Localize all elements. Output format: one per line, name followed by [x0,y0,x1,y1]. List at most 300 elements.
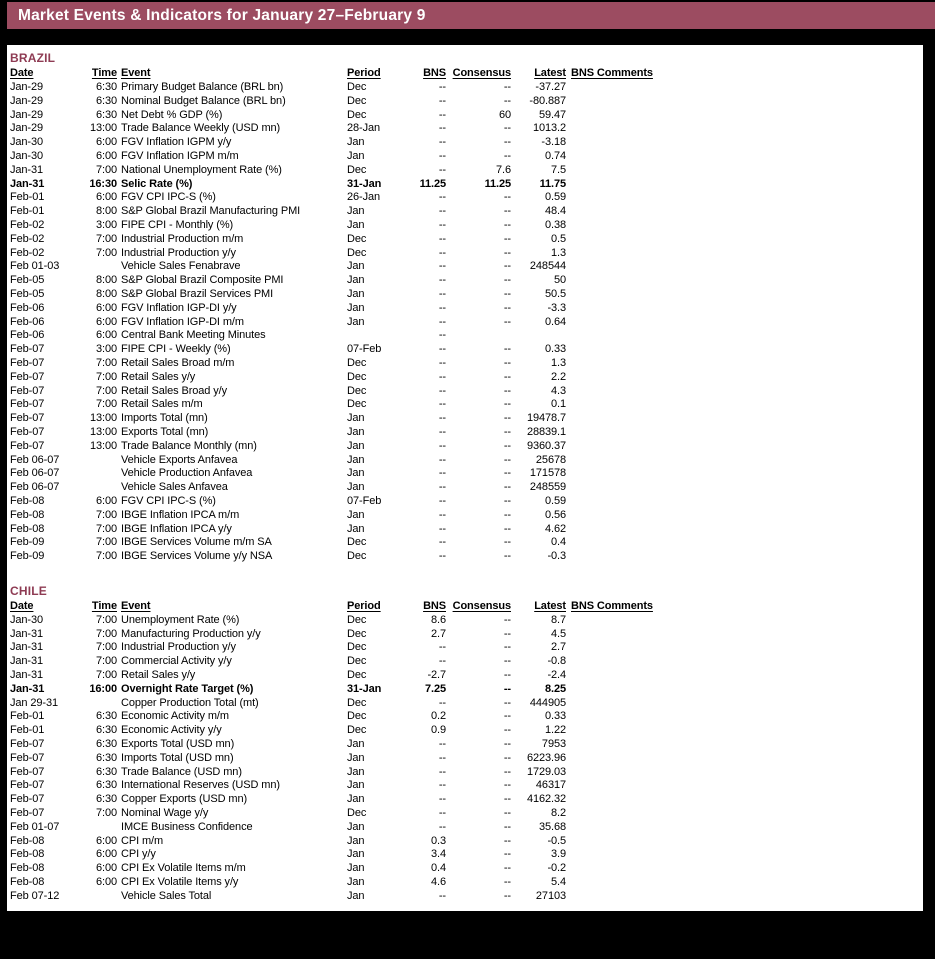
cell-period: 07-Feb [347,494,382,507]
cell-period: Jan [347,425,365,438]
cell-date: Feb-07 [10,765,45,778]
table-row [10,440,923,454]
cell-period: Dec [347,669,367,682]
column-header-filler [658,66,923,81]
cell-period: Jan [347,481,365,494]
cell-event: Primary Budget Balance (BRL bn) [121,81,284,93]
cell-comments [566,440,658,454]
cell-period: Jan [347,467,365,480]
cell-consensus: -- [503,862,511,875]
cell-bns: -- [438,779,446,792]
cell-comments [566,233,658,247]
cell-bns: -- [438,738,446,751]
column-header-event: Event [121,599,151,612]
cell-time [79,821,117,835]
cell-event: Net Debt % GDP (%) [121,108,223,121]
cell-period [346,329,406,343]
cell-comments [566,793,658,807]
cell-event: Industrial Production y/y [121,641,236,654]
cell-consensus: -- [503,191,511,204]
cell-event: CPI Ex Volatile Items y/y [121,876,239,889]
cell-comments [566,122,658,136]
cell-date: Feb 01-07 [10,820,60,833]
cell-bns: -- [438,191,446,204]
table-header-chile [10,599,923,614]
column-header-bns: BNS [423,599,446,612]
table-row [10,683,923,697]
cell-date: Jan-31 [10,655,44,668]
cell-event: Vehicle Exports Anfavea [121,453,238,466]
cell-date: Jan-31 [10,669,44,682]
cell-latest: 50.5 [544,287,566,300]
table-row [10,793,923,807]
cell-latest: 171578 [529,467,566,480]
table-row [10,288,923,302]
cell-date: Feb-08 [10,494,45,507]
cell-event: Economic Activity m/m [121,710,229,723]
cell-date: Feb 06-07 [10,467,60,480]
cell-filler [658,523,923,537]
table-row [10,233,923,247]
cell-filler [658,536,923,550]
cell-time: 8:00 [95,287,117,300]
cell-consensus: -- [503,834,511,847]
cell-comments [566,288,658,302]
title-bar [7,2,935,29]
table-row [10,807,923,821]
cell-bns: -- [438,246,446,259]
cell-bns: -- [438,765,446,778]
cell-latest: 0.4 [551,536,566,549]
cell-filler [658,81,923,95]
cell-event: Imports Total (mn) [121,412,208,425]
cell-time: 6:30 [95,724,117,737]
cell-event: Central Bank Meeting Minutes [121,329,266,342]
section-title-brazil: BRAZIL [10,51,56,65]
cell-bns: 7.25 [424,682,446,695]
cell-bns: -- [438,467,446,480]
cell-consensus: -- [503,641,511,654]
cell-event: Exports Total (USD mn) [121,738,235,751]
cell-comments [566,481,658,495]
cell-period: Jan [347,453,365,466]
cell-filler [658,274,923,288]
cell-consensus: -- [503,301,511,314]
cell-date: Feb-07 [10,738,45,751]
cell-filler [658,426,923,440]
cell-comments [566,329,658,343]
cell-filler [658,738,923,752]
table-row [10,467,923,481]
cell-consensus: -- [503,232,511,245]
cell-consensus: 60 [498,108,511,121]
cell-comments [566,274,658,288]
cell-date: Jan-31 [10,641,44,654]
cell-event: Industrial Production m/m [121,232,244,245]
table-row [10,454,923,468]
cell-comments [566,164,658,178]
table-row [10,247,923,261]
cell-date: Feb-07 [10,356,45,369]
table-row [10,205,923,219]
cell-consensus: -- [503,820,511,833]
cell-date: Feb-01 [10,724,45,737]
cell-comments [566,398,658,412]
cell-period: Jan [347,751,365,764]
cell-bns: -- [438,205,446,218]
cell-period: 28-Jan [347,122,381,135]
cell-period: Jan [347,287,365,300]
cell-comments [566,807,658,821]
table-row [10,371,923,385]
table-row [10,550,923,564]
cell-time: 6:30 [95,108,117,121]
cell-period: Jan [347,508,365,521]
cell-event: Trade Balance Weekly (USD mn) [121,122,281,135]
cell-filler [658,440,923,454]
cell-consensus: -- [503,494,511,507]
cell-bns: 2.7 [431,627,446,640]
cell-comments [566,876,658,890]
cell-bns: -- [438,287,446,300]
cell-date: Feb-07 [10,779,45,792]
table-row [10,495,923,509]
cell-comments [566,467,658,481]
cell-consensus: -- [503,696,511,709]
cell-consensus: -- [503,260,511,273]
cell-event: FGV Inflation IGP-DI y/y [121,301,237,314]
cell-filler [658,793,923,807]
cell-event: FGV Inflation IGPM m/m [121,149,239,162]
cell-event: Retail Sales Broad m/m [121,356,235,369]
cell-event: Commercial Activity y/y [121,655,232,668]
cell-consensus: -- [503,779,511,792]
cell-bns: -- [438,122,446,135]
cell-bns: -- [438,550,446,563]
cell-bns: 0.9 [431,724,446,737]
table-row [10,509,923,523]
cell-time: 7:00 [95,550,117,563]
cell-time: 7:00 [95,384,117,397]
table-row [10,876,923,890]
cell-time: 7:00 [95,163,117,176]
cell-consensus: -- [503,876,511,889]
cell-event: Overnight Rate Target (%) [121,682,254,695]
cell-bns: -- [438,453,446,466]
cell-date: Feb-07 [10,370,45,383]
cell-consensus: -- [503,94,511,107]
cell-period: Jan [347,738,365,751]
cell-bns: -- [438,329,446,342]
column-header-consensus: Consensus [452,599,511,612]
cell-bns: -- [438,274,446,287]
cell-date: Feb-07 [10,384,45,397]
table-row [10,536,923,550]
cell-latest: 4.3 [551,384,566,397]
cell-comments [566,495,658,509]
cell-comments [566,260,658,274]
column-header-date: Date [10,67,34,79]
table-row [10,890,923,904]
cell-comments [566,412,658,426]
cell-date: Feb-02 [10,218,45,231]
cell-filler [658,371,923,385]
cell-time: 6:30 [95,81,117,93]
cell-consensus: -- [503,122,511,135]
cell-latest: 3.9 [551,848,566,861]
table-row [10,655,923,669]
table-row [10,398,923,412]
cell-latest: 11.75 [539,177,566,190]
cell-latest: 0.74 [544,149,566,162]
cell-comments [566,779,658,793]
cell-bns: -- [438,820,446,833]
cell-time: 13:00 [89,425,117,438]
cell-latest: 4162.32 [526,793,566,806]
column-header-event: Event [121,67,151,79]
cell-consensus: -- [503,889,511,902]
cell-date: Feb-07 [10,343,45,356]
cell-comments [566,669,658,683]
table-row [10,122,923,136]
cell-event: Exports Total (mn) [121,425,209,438]
cell-time [79,467,117,481]
column-header-period: Period [347,599,381,612]
cell-comments [566,862,658,876]
cell-period: Jan [347,274,365,287]
cell-latest: 1729.03 [526,765,566,778]
cell-period: Jan [347,889,365,902]
report-panel [7,45,923,911]
cell-date: Jan-31 [10,177,45,190]
cell-date: Jan-31 [10,627,44,640]
cell-period: Jan [347,834,365,847]
cell-time: 7:00 [95,370,117,383]
cell-comments [566,890,658,904]
cell-latest: 2.7 [551,641,566,654]
cell-filler [658,122,923,136]
cell-time: 7:00 [95,356,117,369]
cell-comments [566,357,658,371]
cell-filler [658,302,923,316]
cell-period: Jan [347,862,365,875]
cell-time: 7:00 [95,613,117,626]
cell-event: Nominal Budget Balance (BRL bn) [121,94,286,107]
cell-period: 26-Jan [347,191,381,204]
cell-comments [566,835,658,849]
cell-consensus [446,329,511,343]
cell-bns: -- [438,793,446,806]
cell-time: 6:30 [95,751,117,764]
cell-bns: -- [438,218,446,231]
cell-event: Copper Exports (USD mn) [121,793,248,806]
cell-latest: 1.3 [551,356,566,369]
table-row [10,178,923,192]
column-header-bns: BNS [423,67,446,79]
cell-period: Dec [347,613,367,626]
cell-filler [658,495,923,509]
cell-bns: 0.4 [431,862,446,875]
cell-consensus: -- [503,738,511,751]
column-header-bns-comments: BNS Comments [571,599,653,612]
cell-consensus: -- [503,467,511,480]
cell-latest: 7953 [541,738,566,751]
cell-time: 6:30 [95,793,117,806]
cell-latest: 0.59 [544,191,566,204]
cell-comments [566,219,658,233]
column-header-filler [658,599,923,614]
cell-date: Jan-29 [10,81,44,93]
cell-consensus: -- [503,710,511,723]
cell-event: FIPE CPI - Monthly (%) [121,218,234,231]
cell-latest: 48.4 [544,205,566,218]
cell-bns: -- [438,807,446,820]
table-row [10,164,923,178]
column-header-latest: Latest [534,599,566,612]
cell-time [79,697,117,711]
cell-event: CPI m/m [121,834,164,847]
cell-date: Feb-08 [10,508,45,521]
cell-comments [566,371,658,385]
cell-latest: 25678 [535,453,566,466]
cell-event: IBGE Inflation IPCA y/y [121,522,232,535]
cell-comments [566,247,658,261]
cell-event: Copper Production Total (mt) [121,696,259,709]
cell-latest: 1.22 [544,724,566,737]
cell-filler [658,454,923,468]
cell-date: Feb 06-07 [10,453,60,466]
cell-period: 31-Jan [347,177,382,190]
cell-latest: -0.5 [547,834,566,847]
cell-event: International Reserves (USD mn) [121,779,280,792]
cell-period: Jan [347,205,365,218]
cell-time: 6:00 [95,848,117,861]
cell-time: 6:30 [95,738,117,751]
table-row [10,628,923,642]
cell-bns: 0.3 [431,834,446,847]
cell-time: 3:00 [95,343,117,356]
cell-time: 16:00 [89,682,117,695]
cell-event: Selic Rate (%) [121,177,193,190]
cell-time: 6:00 [95,494,117,507]
cell-consensus: -- [503,343,511,356]
cell-period: Dec [347,807,367,820]
cell-comments [566,136,658,150]
cell-date: Feb-07 [10,807,45,820]
cell-date: Feb-01 [10,710,45,723]
cell-event: FGV CPI IPC-S (%) [121,494,216,507]
cell-bns: -- [438,136,446,149]
cell-comments [566,683,658,697]
cell-consensus: -- [503,315,511,328]
table-row [10,523,923,537]
cell-filler [658,724,923,738]
cell-bns: -- [438,696,446,709]
cell-event: Trade Balance (USD mn) [121,765,242,778]
cell-comments [566,550,658,564]
cell-latest: -0.2 [547,862,566,875]
cell-latest: 0.56 [544,508,566,521]
cell-consensus: -- [503,356,511,369]
cell-filler [658,247,923,261]
cell-latest: 4.62 [544,522,566,535]
cell-period: Dec [347,696,367,709]
cell-time [79,260,117,274]
cell-period: Dec [347,370,367,383]
cell-filler [658,357,923,371]
cell-time: 8:00 [95,274,117,287]
column-header-time: Time [91,67,117,79]
cell-period: Dec [347,246,367,259]
cell-filler [658,655,923,669]
cell-consensus: -- [503,81,511,93]
cell-date: Jan-29 [10,122,44,135]
cell-bns: -- [438,108,446,121]
cell-period: Jan [347,136,365,149]
cell-consensus: -- [503,398,511,411]
cell-filler [658,95,923,109]
cell-period: Jan [347,765,365,778]
cell-date: Feb-07 [10,398,45,411]
cell-filler [658,288,923,302]
cell-period: Dec [347,163,367,176]
cell-filler [658,150,923,164]
cell-consensus: -- [503,274,511,287]
cell-period: Dec [347,655,367,668]
cell-comments [566,178,658,192]
cell-comments [566,738,658,752]
cell-event: FIPE CPI - Weekly (%) [121,343,231,356]
cell-comments [566,81,658,95]
table-row [10,109,923,123]
cell-bns: -- [438,536,446,549]
cell-date: Feb-08 [10,848,45,861]
cell-bns: -- [438,94,446,107]
cell-event: CPI Ex Volatile Items m/m [121,862,246,875]
cell-bns: -- [438,641,446,654]
cell-filler [658,614,923,628]
cell-period: Dec [347,384,367,397]
section-title-chile: CHILE [10,583,47,598]
cell-date: Feb-07 [10,751,45,764]
cell-period: 31-Jan [347,682,382,695]
cell-consensus: -- [503,627,511,640]
cell-time: 6:00 [95,136,117,149]
cell-filler [658,779,923,793]
cell-date: Jan-30 [10,136,44,149]
cell-date: Jan-31 [10,682,45,695]
cell-latest: -0.3 [547,550,566,563]
cell-comments [566,109,658,123]
cell-date: Jan-30 [10,613,44,626]
cell-time: 6:00 [95,301,117,314]
cell-consensus: -- [503,508,511,521]
table-row [10,357,923,371]
cell-latest: 9360.37 [526,439,566,452]
cell-latest: 46317 [535,779,566,792]
cell-period: Jan [347,876,365,889]
cell-time: 7:00 [95,536,117,549]
cell-bns: -- [438,356,446,369]
cell-event: CPI y/y [121,848,156,861]
cell-latest: 50 [553,274,566,287]
table-row [10,697,923,711]
cell-time: 6:00 [95,862,117,875]
cell-latest: 2.2 [551,370,566,383]
cell-period: Jan [347,218,365,231]
cell-date: Feb-07 [10,412,45,425]
table-row [10,219,923,233]
